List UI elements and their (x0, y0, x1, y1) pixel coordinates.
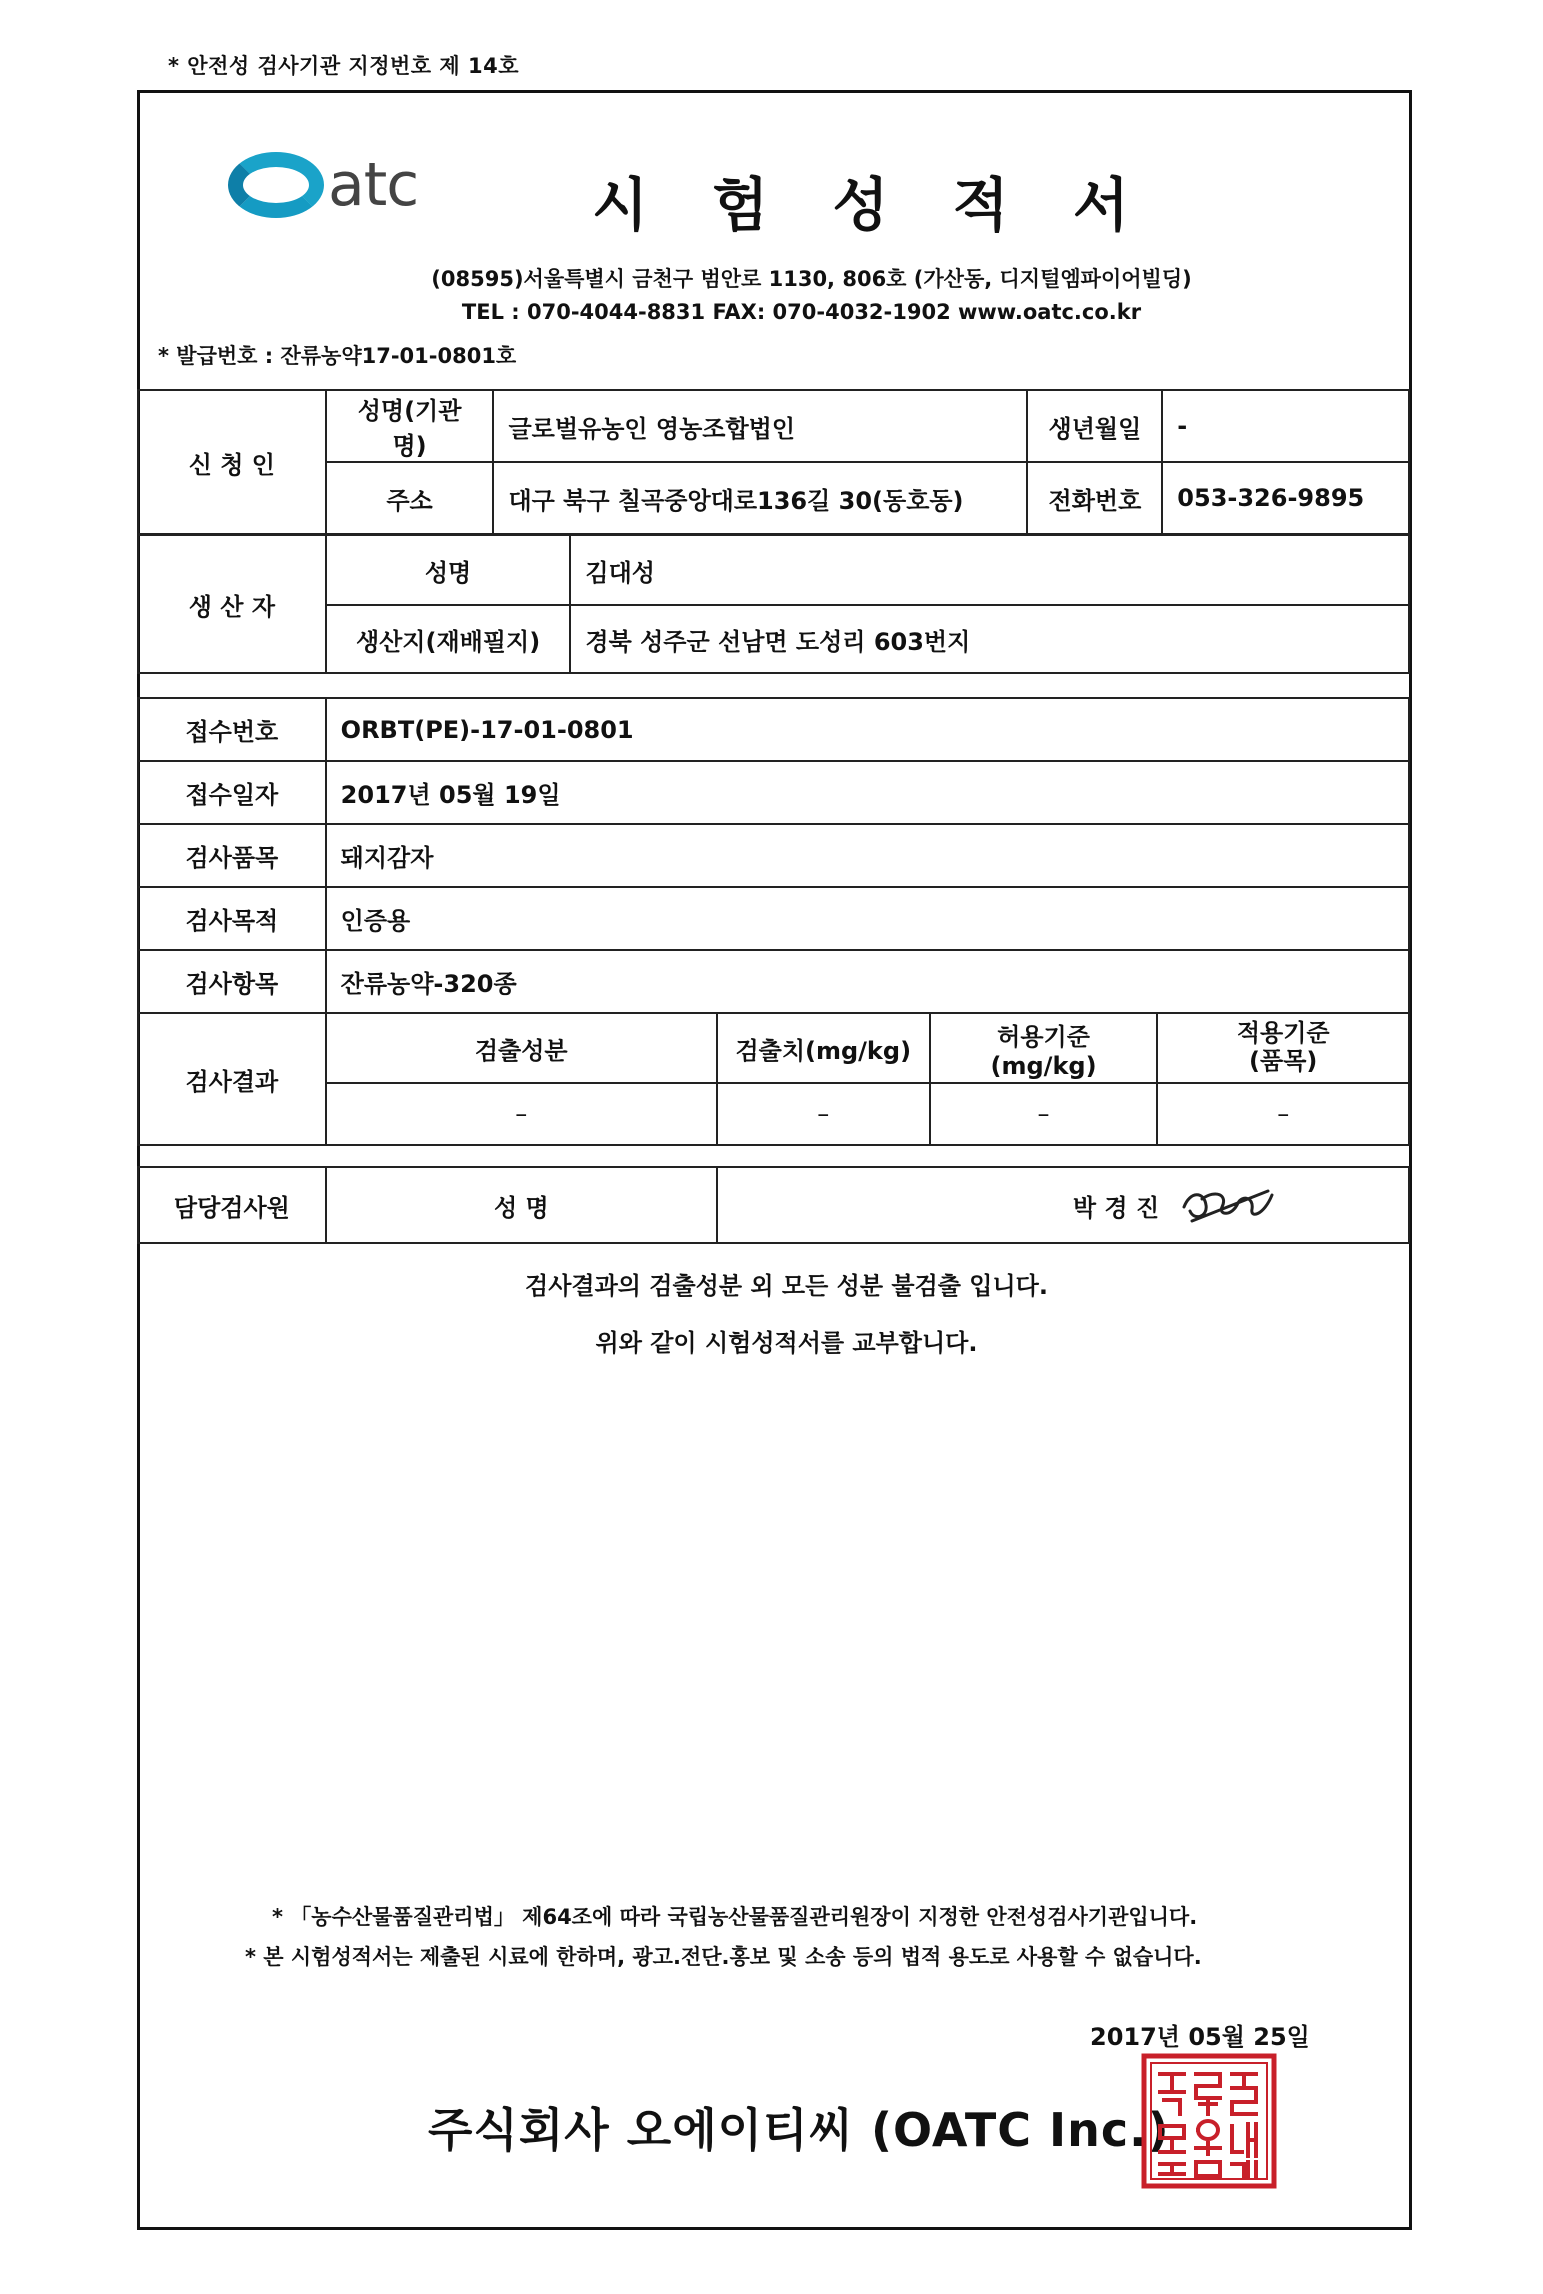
receipt-value: ORBT(PE)-17-01-0801 (326, 698, 1409, 761)
result-header: 검출치(mg/kg) (717, 1013, 930, 1083)
receipt-table (137, 697, 1410, 1146)
logo-ring-icon (228, 152, 324, 218)
result-value: – (930, 1083, 1158, 1145)
receipt-value: 2017년 05월 19일 (326, 761, 1409, 824)
applicant-address-label: 주소 (326, 462, 494, 534)
issuance-statement: 위와 같이 시험성적서를 교부합니다. (595, 1329, 978, 1357)
issue-date: 2017년 05월 25일 (1090, 2023, 1310, 2051)
producer-name: 김대성 (570, 535, 1409, 605)
applicant-phone-label: 전화번호 (1027, 462, 1162, 534)
inspector-name: 박 경 진 (717, 1167, 1409, 1243)
company-seal (1140, 2052, 1278, 2190)
applicant-table (137, 389, 1410, 535)
producer-site: 경북 성주군 선남면 도성리 603번지 (570, 605, 1409, 673)
applicant-name-label: 성명(기관명) (326, 390, 494, 462)
applicant-phone: 053-326-9895 (1162, 462, 1409, 534)
producer-section-label: 생 산 자 (138, 535, 326, 673)
result-header: 검출성분 (326, 1013, 717, 1083)
inspector-name-label: 성 명 (326, 1167, 717, 1243)
footnote-usage: * 본 시험성적서는 제출된 시료에 한하며, 광고.전단.홍보 및 소송 등의 법적 용도로 사용할 수 없습니다. (245, 1945, 1202, 1969)
applicant-birth: - (1162, 390, 1409, 462)
result-section-label: 검사결과 (138, 1013, 326, 1145)
receipt-value: 잔류농약-320종 (326, 950, 1409, 1013)
result-value: – (717, 1083, 930, 1145)
applicant-address: 대구 북구 칠곡중앙대로136길 30(동호동) (493, 462, 1027, 534)
result-value: – (326, 1083, 717, 1145)
producer-table (137, 534, 1410, 674)
receipt-value: 인증용 (326, 887, 1409, 950)
producer-name-label: 성명 (326, 535, 571, 605)
applicant-name: 글로벌유농인 영농조합법인 (493, 390, 1027, 462)
company-contact: TEL : 070-4044-8831 FAX: 070-4032-1902 www.oatc.co.kr (461, 300, 1142, 324)
result-header: 적용기준 (품목) (1157, 1013, 1409, 1083)
receipt-label: 검사항목 (138, 950, 326, 1013)
footnote-designation: * 「농수산물품질관리법」 제64조에 따라 국립농산물품질관리원장이 지정한 안전성검사기관입니다. (272, 1905, 1198, 1929)
producer-site-label: 생산지(재배필지) (326, 605, 571, 673)
inspector-label: 담당검사원 (138, 1167, 326, 1243)
receipt-label: 검사목적 (138, 887, 326, 950)
applicant-section-label: 신 청 인 (138, 390, 326, 534)
result-value: – (1157, 1083, 1409, 1145)
page-title: 시 험 성 적 서 (592, 171, 1151, 239)
company-address: (08595)서울특별시 금천구 범안로 1130, 806호 (가산동, 디지털엠파이어빌딩) (431, 267, 1192, 291)
logo-text: atc (328, 150, 419, 220)
receipt-label: 검사품목 (138, 824, 326, 887)
company-name: 주식회사 오에이티씨 (OATC Inc.) (428, 2103, 1170, 2157)
result-statement: 검사결과의 검출성분 외 모든 성분 불검출 입니다. (525, 1272, 1048, 1300)
designation-note: * 안전성 검사기관 지정번호 제 14호 (168, 54, 519, 78)
result-header: 허용기준(mg/kg) (930, 1013, 1158, 1083)
issue-number: * 발급번호 : 잔류농약17-01-0801호 (158, 344, 517, 368)
receipt-label: 접수번호 (138, 698, 326, 761)
receipt-value: 돼지감자 (326, 824, 1409, 887)
receipt-label: 접수일자 (138, 761, 326, 824)
oatc-logo (228, 152, 418, 218)
inspector-signature (1172, 1177, 1282, 1231)
applicant-birth-label: 생년월일 (1027, 390, 1162, 462)
